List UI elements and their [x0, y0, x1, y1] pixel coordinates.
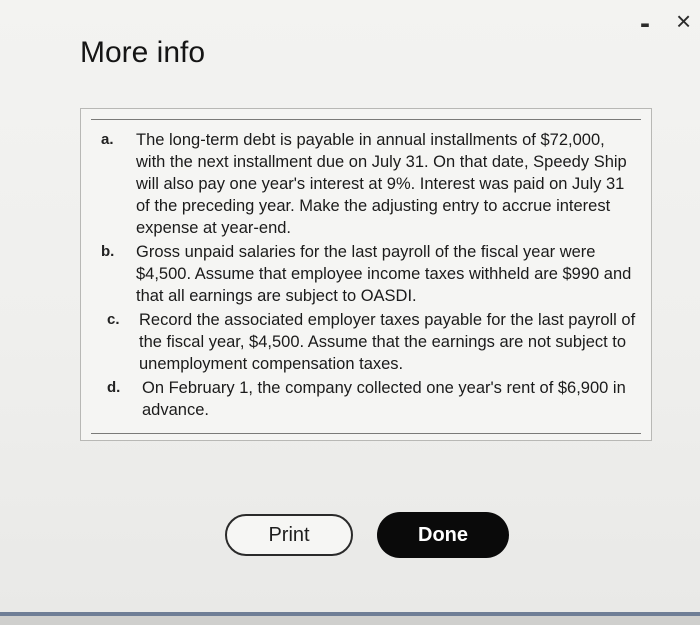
- top-divider: [91, 119, 641, 120]
- item-text: Record the associated employer taxes payable for the last payroll of the fiscal year, $4,500. Assume that the earnings are not subject to unemployment compensation taxes.: [139, 311, 636, 373]
- done-button[interactable]: Done: [377, 512, 509, 558]
- item-letter: b.: [101, 243, 115, 260]
- list-item: [81, 377, 653, 421]
- minimize-icon[interactable]: -: [640, 7, 650, 40]
- page-title: More info: [80, 36, 206, 69]
- item-letter: c.: [107, 311, 120, 328]
- bottom-divider: [91, 433, 641, 434]
- item-text: The long-term debt is payable in annual installments of $72,000, with the next installment due on July 31. On that date, Speedy Ship will also pay one year's interest at 9%. Interest was paid on July 31 of the preceding year. Make the adjusting entry to accrue interest expense at year-end.: [136, 131, 627, 237]
- close-icon[interactable]: ×: [676, 6, 692, 36]
- item-text: Gross unpaid salaries for the last payroll of the fiscal year were $4,500. Assume that employee income taxes withheld are $990 and that all earnings are subject to OASDI.: [136, 243, 632, 305]
- info-list: [81, 129, 653, 423]
- print-button[interactable]: Print: [225, 514, 353, 556]
- list-item: [81, 129, 653, 239]
- list-item: [81, 309, 653, 375]
- item-text: On February 1, the company collected one year's rent of $6,900 in advance.: [142, 379, 626, 419]
- list-item: [81, 241, 653, 307]
- info-panel: [80, 108, 652, 441]
- item-letter: a.: [101, 131, 114, 148]
- window-bottom-edge: [0, 616, 700, 625]
- item-letter: d.: [107, 379, 121, 396]
